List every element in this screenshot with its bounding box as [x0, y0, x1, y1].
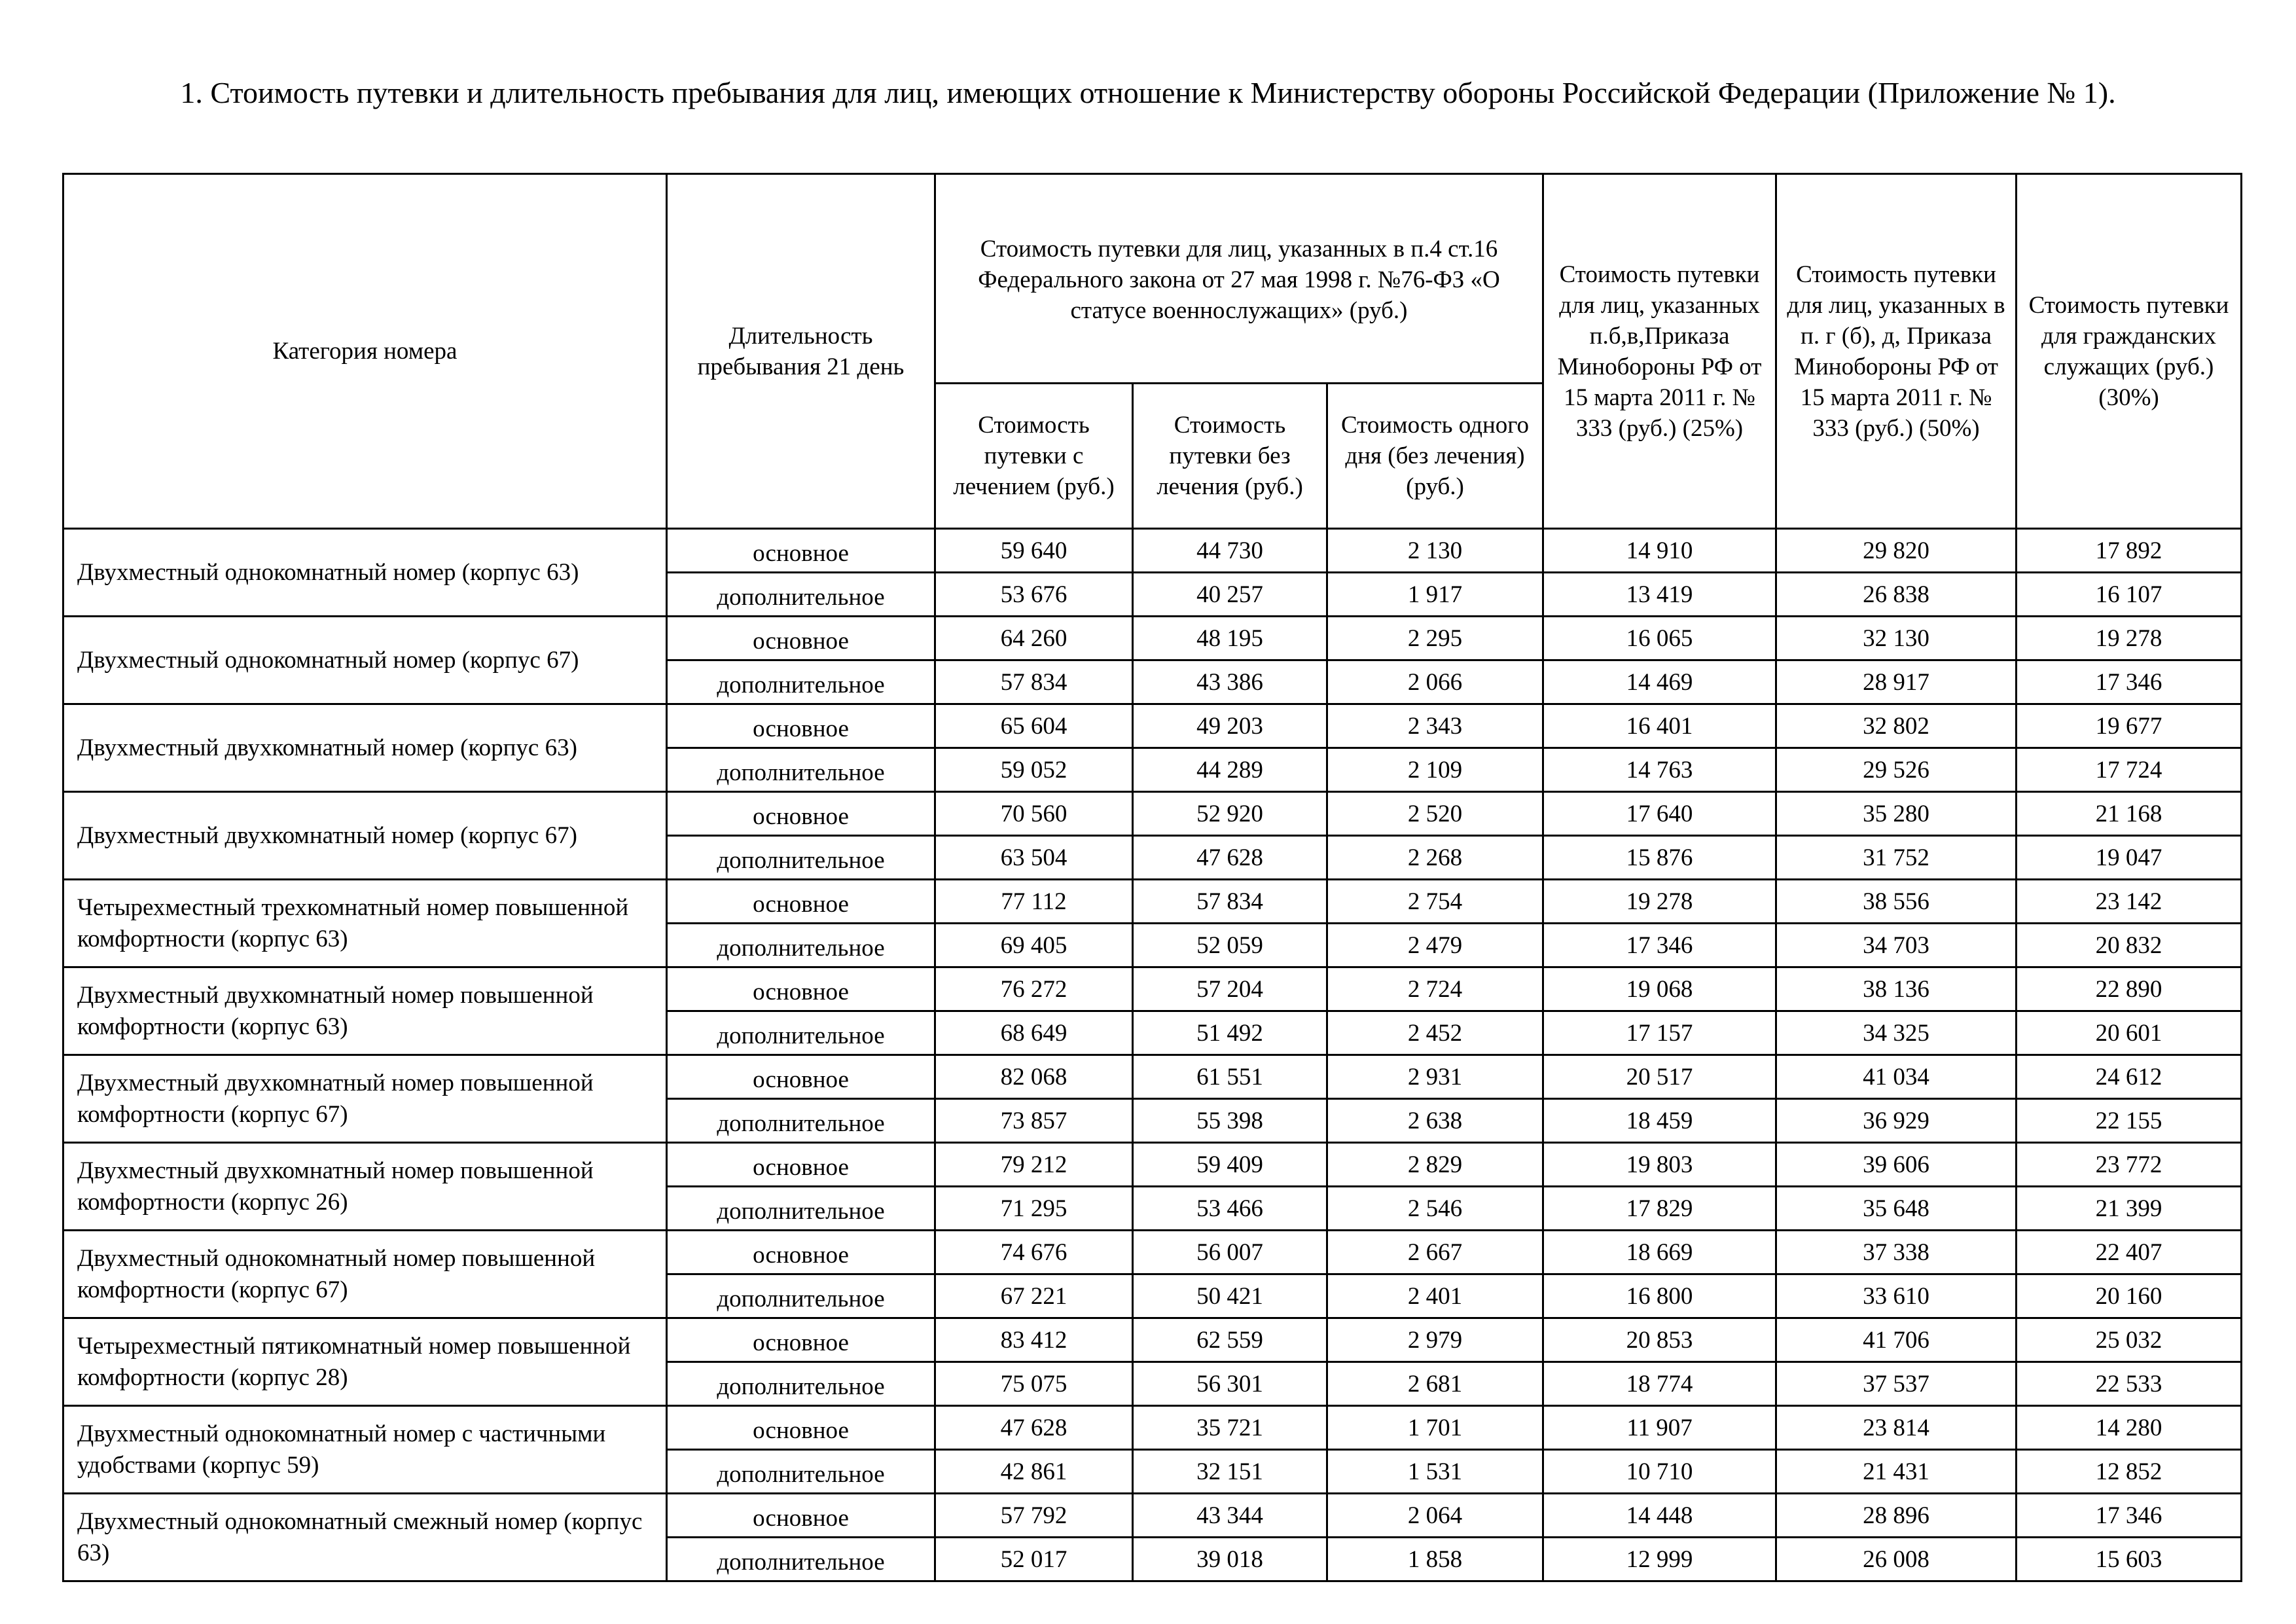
cell-civil-30: 19 047: [2017, 836, 2242, 880]
cell-with-treatment: 68 649: [935, 1011, 1133, 1055]
accommodation-type: дополнительное: [667, 1538, 935, 1581]
accommodation-type: дополнительное: [667, 748, 935, 792]
cell-with-treatment: 82 068: [935, 1055, 1133, 1099]
cell-with-treatment: 59 640: [935, 529, 1133, 573]
cell-order-50: 39 606: [1776, 1143, 2017, 1187]
cell-civil-30: 24 612: [2017, 1055, 2242, 1099]
cell-civil-30: 20 832: [2017, 924, 2242, 967]
accommodation-type: основное: [667, 617, 935, 660]
cell-without-treatment: 61 551: [1133, 1055, 1327, 1099]
cell-per-day: 2 754: [1327, 880, 1543, 924]
cell-per-day: 2 066: [1327, 660, 1543, 704]
cell-civil-30: 22 890: [2017, 967, 2242, 1011]
cell-per-day: 2 064: [1327, 1494, 1543, 1538]
cell-order-25: 17 640: [1543, 792, 1776, 836]
table-row: [63, 792, 2242, 836]
table-row: [63, 1406, 2242, 1450]
cell-with-treatment: 65 604: [935, 704, 1133, 748]
cell-without-treatment: 48 195: [1133, 617, 1327, 660]
category-name: Двухместный двухкомнатный номер повышенной комфортности (корпус 63): [63, 967, 667, 1055]
header-category: Категория номера: [63, 174, 667, 529]
cell-order-25: 16 065: [1543, 617, 1776, 660]
accommodation-type: дополнительное: [667, 924, 935, 967]
category-name: Двухместный однокомнатный номер повышенной комфортности (корпус 67): [63, 1231, 667, 1318]
accommodation-type: дополнительное: [667, 660, 935, 704]
category-name: Двухместный однокомнатный номер с частичными удобствами (корпус 59): [63, 1406, 667, 1494]
accommodation-type: основное: [667, 967, 935, 1011]
cell-order-50: 26 838: [1776, 573, 2017, 617]
cell-without-treatment: 47 628: [1133, 836, 1327, 880]
cell-per-day: 2 452: [1327, 1011, 1543, 1055]
cell-order-50: 35 648: [1776, 1187, 2017, 1231]
accommodation-type: основное: [667, 529, 935, 573]
cell-order-50: 28 896: [1776, 1494, 2017, 1538]
cell-without-treatment: 55 398: [1133, 1099, 1327, 1143]
cell-civil-30: 16 107: [2017, 573, 2242, 617]
cell-with-treatment: 57 792: [935, 1494, 1133, 1538]
cell-per-day: 1 917: [1327, 573, 1543, 617]
cell-per-day: 2 681: [1327, 1362, 1543, 1406]
cell-order-50: 28 917: [1776, 660, 2017, 704]
category-name: Двухместный двухкомнатный номер (корпус 63): [63, 704, 667, 792]
cell-without-treatment: 43 386: [1133, 660, 1327, 704]
cell-civil-30: 21 168: [2017, 792, 2242, 836]
cell-with-treatment: 70 560: [935, 792, 1133, 836]
header-per-day: Стоимость одного дня (без лечения) (руб.): [1327, 384, 1543, 529]
cell-per-day: 2 546: [1327, 1187, 1543, 1231]
cell-order-25: 13 419: [1543, 573, 1776, 617]
cell-with-treatment: 74 676: [935, 1231, 1133, 1274]
header-row: [63, 174, 2242, 384]
accommodation-type: основное: [667, 1055, 935, 1099]
cell-with-treatment: 83 412: [935, 1318, 1133, 1362]
table-row: [63, 1494, 2242, 1538]
cell-per-day: 2 109: [1327, 748, 1543, 792]
cell-order-25: 11 907: [1543, 1406, 1776, 1450]
cell-civil-30: 20 160: [2017, 1274, 2242, 1318]
accommodation-type: основное: [667, 1231, 935, 1274]
cell-with-treatment: 73 857: [935, 1099, 1133, 1143]
cell-per-day: 2 268: [1327, 836, 1543, 880]
table-row: [63, 1318, 2242, 1362]
cell-per-day: 2 401: [1327, 1274, 1543, 1318]
cell-order-25: 16 401: [1543, 704, 1776, 748]
cell-without-treatment: 51 492: [1133, 1011, 1327, 1055]
accommodation-type: основное: [667, 1318, 935, 1362]
category-name: Двухместный однокомнатный номер (корпус 67): [63, 617, 667, 704]
cell-without-treatment: 59 409: [1133, 1143, 1327, 1187]
cell-order-25: 20 853: [1543, 1318, 1776, 1362]
accommodation-type: дополнительное: [667, 573, 935, 617]
cell-without-treatment: 43 344: [1133, 1494, 1327, 1538]
cell-per-day: 2 931: [1327, 1055, 1543, 1099]
price-table: [62, 173, 2242, 1582]
cell-with-treatment: 79 212: [935, 1143, 1133, 1187]
cell-with-treatment: 69 405: [935, 924, 1133, 967]
table-row: [63, 967, 2242, 1011]
cell-order-25: 19 803: [1543, 1143, 1776, 1187]
header-order-25: Стоимость путевки для лиц, указанных п.б,в,Приказа Минобороны РФ от 15 марта 2011 г. № 333 (руб.) (25%): [1543, 174, 1776, 529]
header-duration: Длительность пребывания 21 день: [667, 174, 935, 529]
accommodation-type: основное: [667, 1143, 935, 1187]
cell-without-treatment: 40 257: [1133, 573, 1327, 617]
accommodation-type: дополнительное: [667, 1011, 935, 1055]
cell-without-treatment: 56 007: [1133, 1231, 1327, 1274]
cell-with-treatment: 63 504: [935, 836, 1133, 880]
header-order-50: Стоимость путевки для лиц, указанных в п. г (б), д, Приказа Минобороны РФ от 15 марта 2011 г. № 333 (руб.) (50%): [1776, 174, 2017, 529]
accommodation-type: дополнительное: [667, 1099, 935, 1143]
cell-order-25: 17 829: [1543, 1187, 1776, 1231]
cell-order-50: 37 537: [1776, 1362, 2017, 1406]
table-row: [63, 529, 2242, 573]
category-name: Четырехместный пятикомнатный номер повышенной комфортности (корпус 28): [63, 1318, 667, 1406]
cell-order-50: 29 820: [1776, 529, 2017, 573]
cell-civil-30: 12 852: [2017, 1450, 2242, 1494]
accommodation-type: основное: [667, 704, 935, 748]
cell-without-treatment: 52 920: [1133, 792, 1327, 836]
category-name: Четырехместный трехкомнатный номер повышенной комфортности (корпус 63): [63, 880, 667, 967]
cell-order-25: 14 448: [1543, 1494, 1776, 1538]
cell-without-treatment: 44 289: [1133, 748, 1327, 792]
cell-without-treatment: 57 834: [1133, 880, 1327, 924]
cell-with-treatment: 52 017: [935, 1538, 1133, 1581]
cell-civil-30: 17 724: [2017, 748, 2242, 792]
cell-order-25: 14 763: [1543, 748, 1776, 792]
cell-civil-30: 20 601: [2017, 1011, 2242, 1055]
cell-order-50: 29 526: [1776, 748, 2017, 792]
cell-per-day: 2 638: [1327, 1099, 1543, 1143]
cell-without-treatment: 53 466: [1133, 1187, 1327, 1231]
cell-without-treatment: 49 203: [1133, 704, 1327, 748]
cell-civil-30: 17 346: [2017, 1494, 2242, 1538]
cell-order-25: 17 157: [1543, 1011, 1776, 1055]
cell-order-25: 18 774: [1543, 1362, 1776, 1406]
cell-without-treatment: 44 730: [1133, 529, 1327, 573]
cell-order-25: 20 517: [1543, 1055, 1776, 1099]
accommodation-type: дополнительное: [667, 1450, 935, 1494]
cell-with-treatment: 42 861: [935, 1450, 1133, 1494]
table-row: [63, 617, 2242, 660]
cell-without-treatment: 52 059: [1133, 924, 1327, 967]
accommodation-type: дополнительное: [667, 836, 935, 880]
cell-without-treatment: 35 721: [1133, 1406, 1327, 1450]
cell-order-50: 41 706: [1776, 1318, 2017, 1362]
accommodation-type: дополнительное: [667, 1187, 935, 1231]
cell-order-50: 23 814: [1776, 1406, 2017, 1450]
cell-with-treatment: 64 260: [935, 617, 1133, 660]
cell-per-day: 2 343: [1327, 704, 1543, 748]
cell-order-50: 34 703: [1776, 924, 2017, 967]
cell-per-day: 2 724: [1327, 967, 1543, 1011]
category-name: Двухместный двухкомнатный номер (корпус 67): [63, 792, 667, 880]
cell-with-treatment: 76 272: [935, 967, 1133, 1011]
accommodation-type: основное: [667, 880, 935, 924]
cell-with-treatment: 47 628: [935, 1406, 1133, 1450]
category-name: Двухместный двухкомнатный номер повышенной комфортности (корпус 67): [63, 1055, 667, 1143]
header-with-treatment: Стоимость путевки с лечением (руб.): [935, 384, 1133, 529]
header-civil-30: Стоимость путевки для гражданских служащих (руб.) (30%): [2017, 174, 2242, 529]
cell-order-50: 38 556: [1776, 880, 2017, 924]
cell-without-treatment: 62 559: [1133, 1318, 1327, 1362]
cell-order-25: 16 800: [1543, 1274, 1776, 1318]
cell-order-50: 31 752: [1776, 836, 2017, 880]
cell-order-50: 38 136: [1776, 967, 2017, 1011]
category-name: Двухместный двухкомнатный номер повышенной комфортности (корпус 26): [63, 1143, 667, 1231]
table-row: [63, 704, 2242, 748]
cell-with-treatment: 57 834: [935, 660, 1133, 704]
cell-with-treatment: 53 676: [935, 573, 1133, 617]
cell-civil-30: 23 772: [2017, 1143, 2242, 1187]
cell-without-treatment: 50 421: [1133, 1274, 1327, 1318]
table-body: [63, 529, 2242, 1581]
cell-per-day: 2 667: [1327, 1231, 1543, 1274]
cell-civil-30: 19 278: [2017, 617, 2242, 660]
cell-per-day: 2 520: [1327, 792, 1543, 836]
category-name: Двухместный однокомнатный смежный номер (корпус 63): [63, 1494, 667, 1581]
cell-civil-30: 15 603: [2017, 1538, 2242, 1581]
cell-per-day: 2 295: [1327, 617, 1543, 660]
cell-without-treatment: 56 301: [1133, 1362, 1327, 1406]
cell-civil-30: 22 155: [2017, 1099, 2242, 1143]
cell-per-day: 1 701: [1327, 1406, 1543, 1450]
cell-with-treatment: 75 075: [935, 1362, 1133, 1406]
cell-per-day: 2 130: [1327, 529, 1543, 573]
cell-order-50: 34 325: [1776, 1011, 2017, 1055]
cell-without-treatment: 39 018: [1133, 1538, 1327, 1581]
cell-order-25: 15 876: [1543, 836, 1776, 880]
cell-with-treatment: 71 295: [935, 1187, 1133, 1231]
header-without-treatment: Стоимость путевки без лечения (руб.): [1133, 384, 1327, 529]
cell-per-day: 2 829: [1327, 1143, 1543, 1187]
cell-per-day: 1 531: [1327, 1450, 1543, 1494]
cell-civil-30: 22 533: [2017, 1362, 2242, 1406]
accommodation-type: основное: [667, 1406, 935, 1450]
cell-order-25: 10 710: [1543, 1450, 1776, 1494]
accommodation-type: дополнительное: [667, 1274, 935, 1318]
cell-order-50: 32 802: [1776, 704, 2017, 748]
cell-order-50: 21 431: [1776, 1450, 2017, 1494]
cell-civil-30: 22 407: [2017, 1231, 2242, 1274]
cell-without-treatment: 57 204: [1133, 967, 1327, 1011]
table-row: [63, 1143, 2242, 1187]
cell-order-50: 36 929: [1776, 1099, 2017, 1143]
cell-civil-30: 23 142: [2017, 880, 2242, 924]
cell-order-25: 18 459: [1543, 1099, 1776, 1143]
cell-civil-30: 17 892: [2017, 529, 2242, 573]
cell-order-50: 32 130: [1776, 617, 2017, 660]
cell-with-treatment: 67 221: [935, 1274, 1133, 1318]
cell-per-day: 2 479: [1327, 924, 1543, 967]
cell-civil-30: 25 032: [2017, 1318, 2242, 1362]
table-row: [63, 880, 2242, 924]
cell-order-25: 19 278: [1543, 880, 1776, 924]
table-header: [63, 174, 2242, 529]
cell-order-50: 26 008: [1776, 1538, 2017, 1581]
accommodation-type: дополнительное: [667, 1362, 935, 1406]
cell-order-25: 14 469: [1543, 660, 1776, 704]
cell-order-50: 35 280: [1776, 792, 2017, 836]
cell-civil-30: 14 280: [2017, 1406, 2242, 1450]
cell-with-treatment: 59 052: [935, 748, 1133, 792]
accommodation-type: основное: [667, 1494, 935, 1538]
cell-civil-30: 19 677: [2017, 704, 2242, 748]
category-name: Двухместный однокомнатный номер (корпус 63): [63, 529, 667, 617]
cell-order-50: 41 034: [1776, 1055, 2017, 1099]
cell-civil-30: 17 346: [2017, 660, 2242, 704]
cell-with-treatment: 77 112: [935, 880, 1133, 924]
cell-order-25: 18 669: [1543, 1231, 1776, 1274]
cell-order-25: 19 068: [1543, 967, 1776, 1011]
cell-without-treatment: 32 151: [1133, 1450, 1327, 1494]
table-row: [63, 1231, 2242, 1274]
cell-order-25: 14 910: [1543, 529, 1776, 573]
cell-order-50: 33 610: [1776, 1274, 2017, 1318]
accommodation-type: основное: [667, 792, 935, 836]
cell-order-25: 17 346: [1543, 924, 1776, 967]
cell-order-50: 37 338: [1776, 1231, 2017, 1274]
cell-civil-30: 21 399: [2017, 1187, 2242, 1231]
page-title: 1. Стоимость путевки и длительность пребывания для лиц, имеющих отношение к Министерству обороны Российской Федерации (Приложение № 1).: [180, 76, 2116, 109]
cell-order-25: 12 999: [1543, 1538, 1776, 1581]
cell-per-day: 2 979: [1327, 1318, 1543, 1362]
header-law-group: Стоимость путевки для лиц, указанных в п.4 ст.16 Федерального закона от 27 мая 1998 г. №76-ФЗ «О статусе военнослужащих» (руб.): [935, 174, 1543, 384]
cell-per-day: 1 858: [1327, 1538, 1543, 1581]
table-row: [63, 1055, 2242, 1099]
